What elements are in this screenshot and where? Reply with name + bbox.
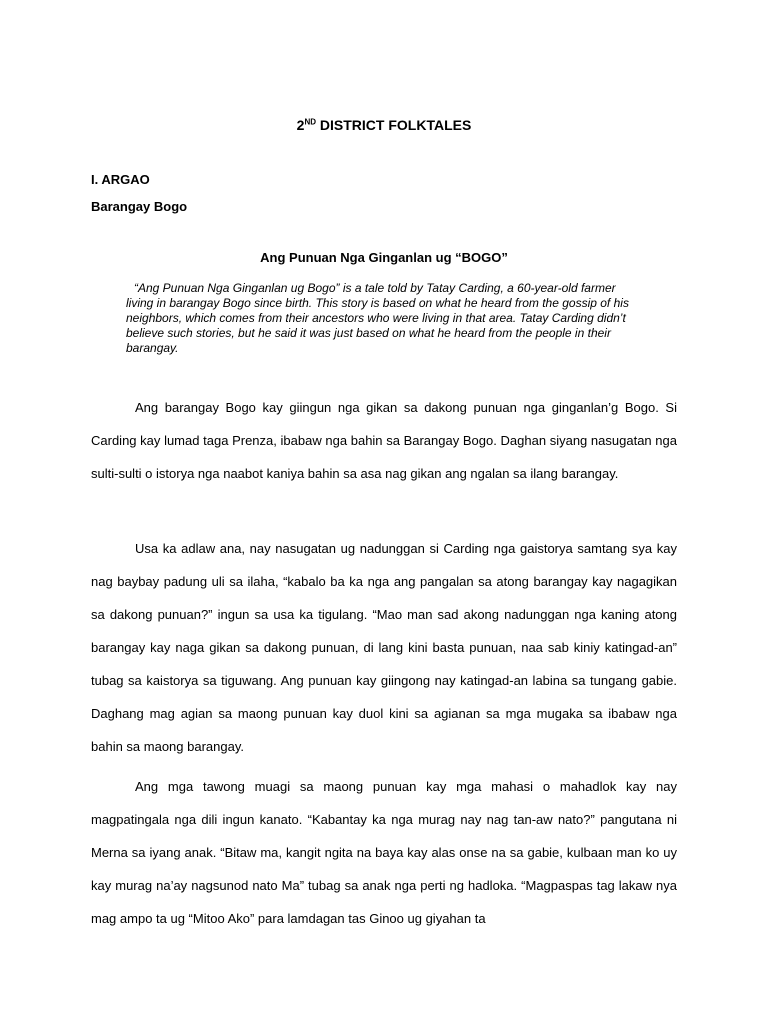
story-title: Ang Punuan Nga Ginganlan ug “BOGO” [260, 250, 508, 265]
barangay-heading: Barangay Bogo [91, 199, 188, 214]
body-paragraph-3: Ang mga tawong muagi sa maong punuan kay mga mahasi o mahadlok kay nay magpatingala nga dili ingun kanato. “Kabantay ka nga murag nay nag tan-aw nato?” pangutana ni Merna sa iyang anak. “Bitaw ma, kangit ngita na baya kay alas onse na sa gabie, kulbaan man ko uy kay murag na’ay nagsunod nato Ma” tubag sa anak nga perti ng hadloka. “Magpaspas tag lakaw nya mag ampo ta ug “Mitoo Ako” para lamdagan tas Ginoo ug giyahan ta [91, 779, 677, 926]
page-title [0, 116, 768, 134]
title-superscript: ND [304, 117, 317, 127]
section-heading: I. ARGAO [91, 172, 150, 187]
body-paragraph-1: Ang barangay Bogo kay giingun nga gikan sa dakong punuan nga ginganlan’g Bogo. Si Carding kay lumad taga Prenza, ibabaw nga bahin sa Barangay Bogo. Daghan siyang nasugatan nga sulti-sulti o istorya nga naabot kaniya bahin sa asa nag gikan ang ngalan sa ilang barangay. [91, 400, 677, 481]
body-paragraph-2: Usa ka adlaw ana, nay nasugatan ug nadunggan si Carding nga gaistorya samtang sya kay nag baybay padung uli sa ilaha, “kabalo ba ka nga ang pangalan sa atong barangay kay nagagikan sa dakong punuan?” ingun sa usa ka tigulang. “Mao man sad akong nadunggan nga kaning atong barangay kay naga gikan sa dakong punuan, di lang kini basta punuan, naa sab kiniy katingad-an” tubag sa kaistorya sa tiguwang. Ang punuan kay giingong nay katingad-an labina sa tungang gabie. Daghang mag agian sa maong punuan kay duol kini sa agianan sa mga mugaka sa ibabaw nga bahin sa maong barangay. [91, 541, 677, 754]
intro-paragraph: “Ang Punuan Nga Ginganlan ug Bogo” is a tale told by Tatay Carding, a 60-year-old farmer living in barangay Bogo since birth. This story is based on what he heard from the gossip of his neighbors, which comes from their ancestors who were living in that area. Tatay Carding didn’t believe such stories, but he said it was just based on what he heard from the people in their barangay. [126, 281, 629, 355]
title-prefix: 2 [296, 117, 305, 133]
title-rest: DISTRICT FOLKTALES [316, 117, 472, 133]
